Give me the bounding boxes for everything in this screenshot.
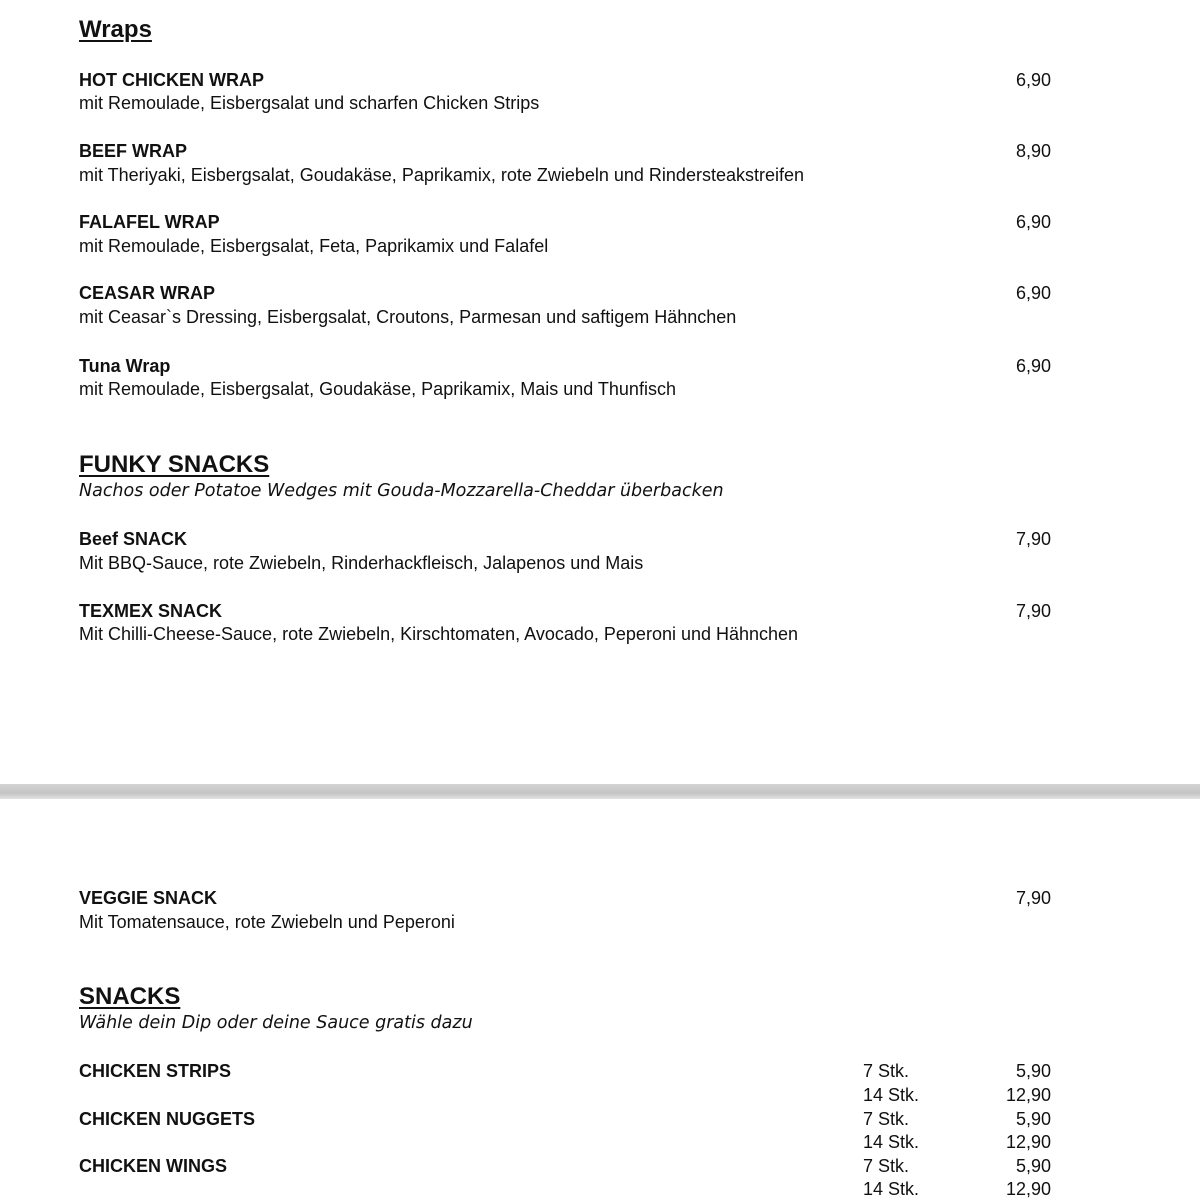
item-price: 5,90	[1015, 1156, 1051, 1176]
item-description: Mit BBQ-Sauce, rote Zwiebeln, Rinderhackfleisch, Jalapenos und Mais	[79, 553, 644, 573]
item-description: mit Ceasar`s Dressing, Eisbergsalat, Croutons, Parmesan und saftigem Hähnchen	[79, 307, 737, 327]
item-description: mit Remoulade, Eisbergsalat und scharfen Chicken Strips	[79, 93, 540, 113]
item-name: Beef SNACK	[79, 529, 188, 549]
item-name: VEGGIE SNACK	[79, 888, 218, 908]
item-description: Mit Chilli-Cheese-Sauce, rote Zwiebeln, Kirschtomaten, Avocado, Peperoni und Hähnchen	[79, 624, 799, 644]
item-name: CHICKEN STRIPS	[79, 1061, 232, 1081]
item-quantity: 7 Stk.	[863, 1061, 910, 1081]
item-description: mit Remoulade, Eisbergsalat, Feta, Paprikamix und Falafel	[79, 236, 549, 256]
item-name: FALAFEL WRAP	[79, 212, 220, 232]
item-name: CHICKEN NUGGETS	[79, 1109, 256, 1129]
item-price: 12,90	[1005, 1179, 1051, 1199]
item-name: TEXMEX SNACK	[79, 601, 223, 621]
item-quantity: 14 Stk.	[863, 1132, 920, 1152]
item-price: 7,90	[1015, 529, 1051, 549]
item-quantity: 7 Stk.	[863, 1109, 910, 1129]
section-subtitle: Wähle dein Dip oder deine Sauce gratis dazu	[79, 1013, 473, 1033]
item-price: 6,90	[1015, 70, 1051, 90]
item-name: CHICKEN WINGS	[79, 1156, 227, 1176]
item-name: CEASAR WRAP	[79, 283, 216, 303]
item-quantity: 14 Stk.	[863, 1085, 920, 1105]
menu-page-2	[0, 799, 1200, 1200]
item-price: 8,90	[1015, 141, 1051, 161]
page-separator	[0, 784, 1200, 799]
item-price: 7,90	[1015, 888, 1051, 908]
item-quantity: 7 Stk.	[863, 1156, 910, 1176]
item-price: 12,90	[1005, 1132, 1051, 1152]
section-title-wraps: Wraps	[79, 16, 152, 43]
section-subtitle: Nachos oder Potatoe Wedges mit Gouda-Mozzarella-Cheddar überbacken	[79, 481, 724, 501]
section-title-snacks: SNACKS	[79, 983, 181, 1010]
item-price: 5,90	[1015, 1109, 1051, 1129]
item-price: 5,90	[1015, 1061, 1051, 1081]
item-name: HOT CHICKEN WRAP	[79, 70, 264, 90]
item-name: BEEF WRAP	[79, 141, 187, 161]
item-price: 7,90	[1015, 601, 1051, 621]
item-description: Mit Tomatensauce, rote Zwiebeln und Peperoni	[79, 912, 455, 932]
item-price: 6,90	[1015, 283, 1051, 303]
section-title-funky-snacks: FUNKY SNACKS	[79, 451, 270, 478]
item-quantity: 14 Stk.	[863, 1179, 920, 1199]
item-price: 6,90	[1015, 356, 1051, 376]
item-description: mit Remoulade, Eisbergsalat, Goudakäse, Paprikamix, Mais und Thunfisch	[79, 379, 676, 399]
item-price: 12,90	[1005, 1085, 1051, 1105]
item-description: mit Theriyaki, Eisbergsalat, Goudakäse, Paprikamix, rote Zwiebeln und Rindersteakstreifen	[79, 165, 805, 185]
item-name: Tuna Wrap	[79, 356, 171, 376]
item-price: 6,90	[1015, 212, 1051, 232]
